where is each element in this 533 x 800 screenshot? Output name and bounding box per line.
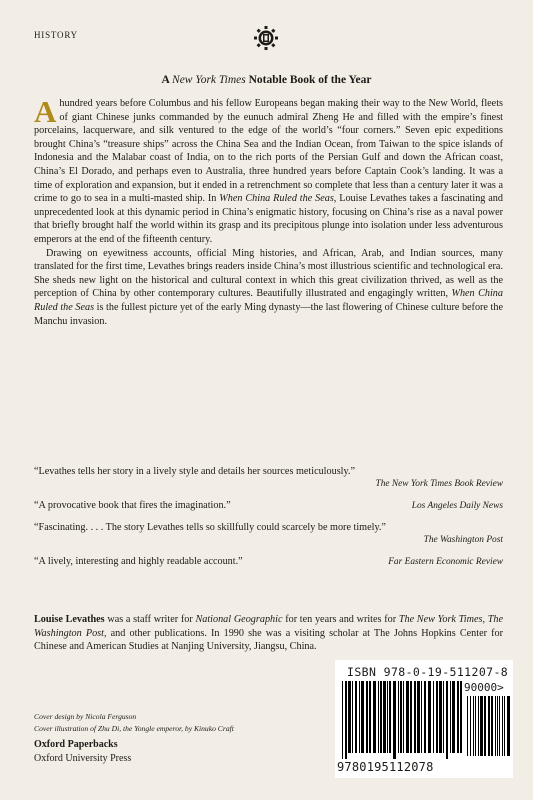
barcode-bar [436,681,438,753]
barcode-bar [457,681,459,753]
barcode-bar [421,681,422,753]
barcode-bar [484,696,486,756]
barcode-bar [497,696,498,756]
quote-text: “Fascinating. . . . The story Levathes tells so skillfully could scarcely be more timely.” [34,522,386,533]
barcode-bar [491,696,493,756]
barcode-bar [414,681,416,753]
barcode-bar [380,681,382,753]
barcode-bar [460,681,462,753]
ean-barcode-bars [341,681,465,761]
barcode-bar [393,681,396,759]
barcode-bar [403,681,404,753]
barcode-bar [417,681,420,753]
publisher-logo-icon [254,26,278,50]
barcode-bar [452,681,455,753]
cover-credits [34,711,234,735]
barcode-bar [446,681,448,759]
barcode-bar [443,681,444,753]
barcode-bar [369,681,371,753]
quote-text: “Levathes tells her story in a lively style and details her sources meticulously.” [34,466,355,477]
description-text: , Louise Levathes takes a fascinating and unprecedented look at this dynamic period in China’s enigmatic history, focusing on China’s rise as a naval power that briefly brought half the world within its grasp and its precipitous plunge into isolation under less adventurous emperors at the end of the fifteenth century. [34,193,503,245]
isbn-barcode [335,660,513,778]
barcode-bar [473,696,474,756]
publisher-name: Oxford University Press [34,753,132,764]
quote-source: The New York Times Book Review [375,479,503,489]
barcode-bar [488,696,490,756]
barcode-bar [410,681,412,753]
barcode-bar [373,681,376,753]
description-text: hundred years before Columbus and his fellow Europeans began making their way to the New World, fleets of giant Chinese junks commanded by the eunuch admiral Zheng He and filled with the empire’s finest porcelains, lacquerware, and silk ventured to the edge of the world’s “four corners.” Seven epic expeditions brought China’s “treasure ships” across the China Sea and the Indian Ocean, from Taiwan to the spice islands of Indonesia and the Malabar coast of India, on to the rich ports of the Persian Gulf and down the African coast, China’s El Dorado, and perhaps even to Australia, three hundred years before Captain Cook’s landing. It was a time of exploration and expansion, but it ended in a retrenchment so complete that less than a century later it was a crime to go to sea in a multi-masted ship. In [34,98,503,205]
barcode-bar [355,681,357,753]
barcode-bar [361,681,364,753]
barcode-bar [352,681,353,753]
category-label: HISTORY [34,30,78,40]
barcode-bar [378,681,379,753]
cover-design-credit: Cover design by Nicola Ferguson [34,712,137,721]
barcode-bar [504,696,505,756]
bio-publication: National Geographic [195,614,283,625]
barcode-bar [428,681,431,753]
drop-cap: A [34,94,57,129]
publisher-info [34,738,131,766]
barcode-bar [450,681,451,753]
price-code-bars [466,696,512,761]
barcode-bar [478,696,479,756]
publisher-imprint: Oxford Paperbacks [34,739,118,750]
quote-text: “A provocative book that fires the imagination.” [34,500,231,511]
barcode-bar [507,696,510,756]
book-title: When China Ruled the Seas [219,193,334,205]
review-quote [34,555,503,568]
quote-source: Los Angeles Daily News [411,501,503,511]
bio-publication: The New York Times, The Washington Post, [34,614,503,639]
barcode-bar [424,681,426,753]
cover-illustration-credit: Cover illustration of Zhu Di, the Yongle emperor, by Kinuko Craft [34,724,234,733]
quote-source: Far Eastern Economic Review [388,557,503,567]
barcode-bar [439,681,442,753]
barcode-bar [480,696,483,756]
barcode-bar [345,681,347,759]
bio-text: and other publications. In 1990 she was a visiting scholar at The Johns Hopkins Center for Chinese and American Studies at Nanjing University, Jiangsu, China. [34,627,503,653]
description-paragraph [34,94,503,247]
barcode-bar [366,681,368,753]
barcode-bar [387,681,388,753]
review-quotes [34,465,503,577]
headline-publication: New York Times [172,74,246,86]
review-quote [34,521,503,546]
barcode-bar [389,681,391,753]
bio-text: for ten years and writes for [282,614,399,625]
barcode-bar [502,696,503,756]
review-quote [34,465,503,490]
barcode-bar [348,681,351,753]
description-text: Drawing on eyewitness accounts, official Ming histories, and African, Arab, and Indian sources, many translated for the first time, Levathes brings readers inside China’s most illustrious scientific and technological era. She sheds new light on the historical and cultural context in which this great civilization thrived, as well as the perception of China by other contemporary cultures. Beautifully illustrated and engagingly written, [34,247,503,300]
notable-book-headline [0,74,533,86]
barcode-bar [406,681,409,753]
description-text: is the fullest picture yet of the early Ming dynasty—the last flowering of Chinese culture before the Manchu invasion. [34,301,503,327]
barcode-bar [342,681,343,759]
headline-prefix: A [161,74,173,86]
description-paragraph [34,247,503,329]
barcode-bar [359,681,360,753]
barcode-bar [495,696,496,756]
book-title: When China Ruled the Seas [34,288,503,313]
headline-suffix: Notable Book of the Year [245,74,372,86]
barcode-bar [475,696,476,756]
book-description [34,94,503,328]
barcode-bar [398,681,399,753]
quote-source: The Washington Post [423,535,503,545]
quote-text: “A lively, interesting and highly readable account.” [34,556,243,567]
barcode-bar [499,696,500,756]
barcode-bar [467,696,468,756]
barcode-bar [400,681,402,753]
author-name: Louise Levathes [34,614,105,625]
ean-number: 9780195112078 [337,760,434,774]
author-bio [34,613,503,654]
barcode-bar [383,681,386,753]
price-code: 90000> [464,681,504,694]
bio-text: was a staff writer for [104,614,196,625]
barcode-bar [433,681,434,753]
barcode-bar [470,696,471,756]
isbn-text: ISBN 978-0-19-511207-8 [347,665,509,679]
review-quote [34,499,503,512]
